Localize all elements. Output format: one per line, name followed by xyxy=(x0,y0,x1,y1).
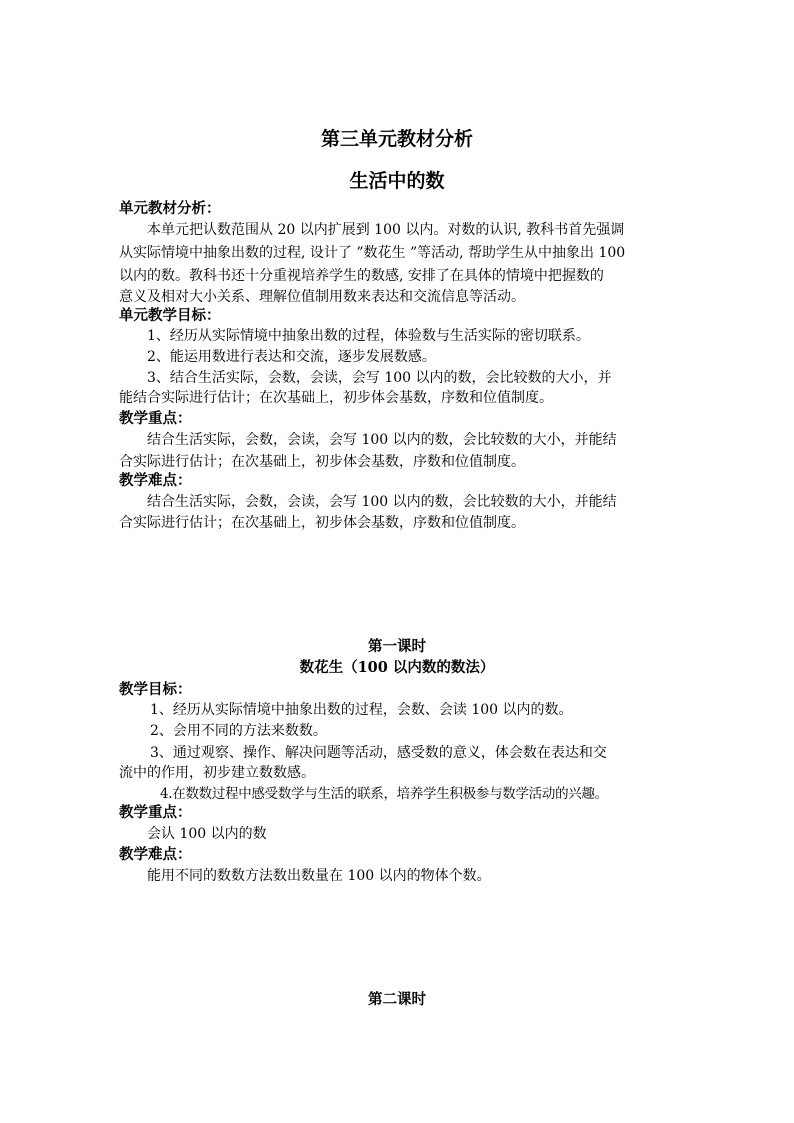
lesson1-goal-line: 3、通过观察、操作、解决问题等活动，感受数的意义，体会数在表达和交 xyxy=(150,745,607,761)
analysis-line: 意义及相对大小关系、理解位值制用数来表达和交流信息等活动。 xyxy=(119,289,525,305)
lesson1-key-heading: 教学重点： xyxy=(119,804,192,821)
goal-line: 2、能运用数进行表达和交流，逐步发展数感。 xyxy=(147,349,436,365)
unit-subtitle: 生活中的数 xyxy=(349,170,445,192)
goals-heading: 单元教学目标： xyxy=(119,307,221,324)
goal-line: 1、经历从实际情境中抽象出数的过程，体验数与生活实际的密切联系。 xyxy=(147,328,590,344)
analysis-line: 本单元把认数范围从 20 以内扩展到 100 以内。对数的认识, 教科书首先强调 xyxy=(147,222,625,238)
lesson1-goal-line: 2、会用不同的方法来数数。 xyxy=(150,723,327,739)
analysis-line: 从实际情境中抽象出数的过程, 设计了 ”数花生 ”等活动, 帮助学生从中抽象出 100 xyxy=(119,245,626,261)
goal-line: 3、结合生活实际，会数，会读，会写 100 以内的数，会比较数的大小，并 xyxy=(147,370,612,386)
key-point-line: 合实际进行估计；在次基础上，初步体会基数，序数和位值制度。 xyxy=(119,454,525,470)
lesson1-goal-line: 1、经历从实际情境中抽象出数的过程，会数、会读 100 以内的数。 xyxy=(150,702,573,718)
lesson1-subtitle: 数花生（100 以内数的数法） xyxy=(299,659,495,676)
key-point-line: 结合生活实际，会数，会读，会写 100 以内的数，会比较数的大小，并能结 xyxy=(147,432,617,448)
analysis-line: 以内的数。教科书还十分重视培养学生的数感, 安排了在具体的情境中把握数的 xyxy=(119,268,604,284)
lesson1-difficulty: 能用不同的数数方法数出数量在 100 以内的物体个数。 xyxy=(147,868,491,884)
lesson1-difficulty-heading: 教学难点： xyxy=(119,846,192,863)
lesson1-title: 第一课时 xyxy=(368,638,426,655)
goal-line: 能结合实际进行估计；在次基础上，初步体会基数，序数和位值制度。 xyxy=(119,390,553,406)
difficulties-heading: 教学难点： xyxy=(119,472,192,489)
lesson1-key-point: 会认 100 以内的数 xyxy=(147,826,267,842)
difficulty-line: 合实际进行估计；在次基础上，初步体会基数，序数和位值制度。 xyxy=(119,515,525,531)
lesson1-goal-line: 流中的作用，初步建立数数感。 xyxy=(119,765,315,781)
lesson1-goal-line: 4.在数数过程中感受数学与生活的联系，培养学生积极参与数学活动的兴趣。 xyxy=(160,786,608,802)
lesson1-goals-heading: 教学目标： xyxy=(119,681,192,698)
key-points-heading: 教学重点： xyxy=(119,410,192,427)
unit-title: 第三单元教材分析 xyxy=(320,128,473,150)
analysis-heading: 单元教材分析： xyxy=(119,200,221,217)
difficulty-line: 结合生活实际，会数，会读，会写 100 以内的数，会比较数的大小，并能结 xyxy=(147,494,617,510)
lesson2-title: 第二课时 xyxy=(368,991,426,1008)
